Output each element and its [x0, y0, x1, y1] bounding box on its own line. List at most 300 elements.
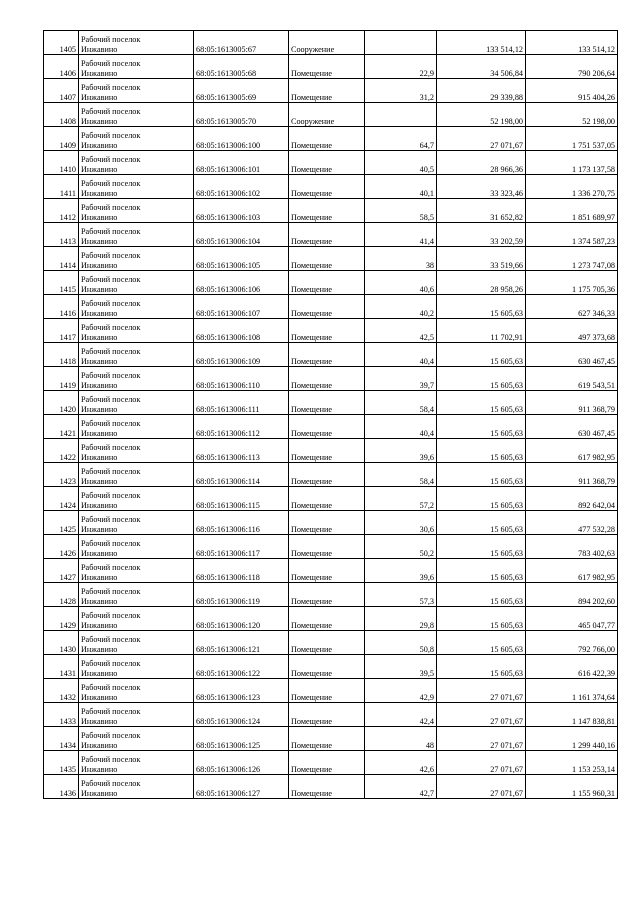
object-type: Помещение [289, 319, 365, 343]
cadastral-value: 911 368,79 [526, 391, 618, 415]
cadastral-value: 911 368,79 [526, 463, 618, 487]
settlement-name: Инжавино [81, 68, 118, 78]
object-type: Помещение [289, 775, 365, 799]
row-number: 1416 [44, 295, 79, 319]
cadastral-number: 68:05:1613006:105 [194, 247, 289, 271]
row-number: 1423 [44, 463, 79, 487]
area-value: 42,9 [365, 679, 437, 703]
settlement-name: Инжавино [81, 140, 118, 150]
settlement-name: Инжавино [81, 404, 118, 414]
area-value: 58,4 [365, 463, 437, 487]
object-type: Сооружение [289, 103, 365, 127]
area-value: 39,7 [365, 367, 437, 391]
object-type: Помещение [289, 751, 365, 775]
specific-value: 15 605,63 [437, 367, 526, 391]
table-row [44, 223, 618, 247]
cadastral-value: 497 373,68 [526, 319, 618, 343]
area-value: 40,5 [365, 151, 437, 175]
row-number: 1434 [44, 727, 79, 751]
row-number: 1433 [44, 703, 79, 727]
location-cell [79, 151, 194, 175]
location-cell [79, 31, 194, 55]
specific-value: 15 605,63 [437, 559, 526, 583]
object-type: Помещение [289, 79, 365, 103]
object-type: Помещение [289, 151, 365, 175]
location-cell [79, 631, 194, 655]
row-number: 1431 [44, 655, 79, 679]
object-type: Помещение [289, 415, 365, 439]
cadastral-number: 68:05:1613006:122 [194, 655, 289, 679]
cadastral-value: 1 374 587,23 [526, 223, 618, 247]
object-type: Помещение [289, 631, 365, 655]
cadastral-number: 68:05:1613005:68 [194, 55, 289, 79]
object-type: Помещение [289, 559, 365, 583]
settlement-type: Рабочий поселок [81, 707, 141, 716]
specific-value: 27 071,67 [437, 727, 526, 751]
location-cell [79, 655, 194, 679]
area-value: 41,4 [365, 223, 437, 247]
object-type: Помещение [289, 343, 365, 367]
location-cell [79, 343, 194, 367]
row-number: 1415 [44, 271, 79, 295]
cadastral-value: 892 642,04 [526, 487, 618, 511]
settlement-type: Рабочий поселок [81, 323, 141, 332]
cadastral-value: 1 299 440,16 [526, 727, 618, 751]
cadastral-number: 68:05:1613006:114 [194, 463, 289, 487]
location-cell [79, 511, 194, 535]
object-type: Помещение [289, 175, 365, 199]
area-value: 30,6 [365, 511, 437, 535]
table-row [44, 655, 618, 679]
area-value: 39,6 [365, 559, 437, 583]
settlement-type: Рабочий поселок [81, 563, 141, 572]
location-cell [79, 559, 194, 583]
row-number: 1428 [44, 583, 79, 607]
location-cell [79, 223, 194, 247]
location-cell [79, 103, 194, 127]
table-row [44, 247, 618, 271]
row-number: 1425 [44, 511, 79, 535]
table-row [44, 127, 618, 151]
settlement-type: Рабочий поселок [81, 275, 141, 284]
object-type: Помещение [289, 367, 365, 391]
table-row [44, 583, 618, 607]
cadastral-value: 783 402,63 [526, 535, 618, 559]
location-cell [79, 535, 194, 559]
area-value: 58,5 [365, 199, 437, 223]
settlement-name: Инжавино [81, 548, 118, 558]
row-number: 1406 [44, 55, 79, 79]
cadastral-number: 68:05:1613006:124 [194, 703, 289, 727]
settlement-type: Рабочий поселок [81, 731, 141, 740]
cadastral-number: 68:05:1613006:117 [194, 535, 289, 559]
cadastral-number: 68:05:1613005:69 [194, 79, 289, 103]
object-type: Помещение [289, 391, 365, 415]
location-cell [79, 679, 194, 703]
cadastral-value: 1 175 705,36 [526, 271, 618, 295]
row-number: 1427 [44, 559, 79, 583]
settlement-name: Инжавино [81, 500, 118, 510]
settlement-name: Инжавино [81, 716, 118, 726]
location-cell [79, 295, 194, 319]
row-number: 1407 [44, 79, 79, 103]
specific-value: 15 605,63 [437, 295, 526, 319]
cadastral-number: 68:05:1613006:116 [194, 511, 289, 535]
cadastral-value: 133 514,12 [526, 31, 618, 55]
row-number: 1429 [44, 607, 79, 631]
cadastral-value: 465 047,77 [526, 607, 618, 631]
settlement-type: Рабочий поселок [81, 515, 141, 524]
settlement-type: Рабочий поселок [81, 107, 141, 116]
settlement-name: Инжавино [81, 428, 118, 438]
settlement-type: Рабочий поселок [81, 779, 141, 788]
object-type: Помещение [289, 247, 365, 271]
settlement-type: Рабочий поселок [81, 347, 141, 356]
settlement-name: Инжавино [81, 572, 118, 582]
cadastral-number: 68:05:1613006:118 [194, 559, 289, 583]
settlement-type: Рабочий поселок [81, 299, 141, 308]
specific-value: 15 605,63 [437, 391, 526, 415]
table-row [44, 751, 618, 775]
row-number: 1419 [44, 367, 79, 391]
settlement-type: Рабочий поселок [81, 131, 141, 140]
settlement-name: Инжавино [81, 620, 118, 630]
row-number: 1432 [44, 679, 79, 703]
location-cell [79, 775, 194, 799]
cadastral-value: 915 404,26 [526, 79, 618, 103]
object-type: Помещение [289, 295, 365, 319]
specific-value: 15 605,63 [437, 535, 526, 559]
object-type: Помещение [289, 439, 365, 463]
table-row [44, 703, 618, 727]
row-number: 1435 [44, 751, 79, 775]
cadastral-value: 1 751 537,05 [526, 127, 618, 151]
table-row [44, 367, 618, 391]
row-number: 1430 [44, 631, 79, 655]
cadastral-value: 619 543,51 [526, 367, 618, 391]
area-value: 50,2 [365, 535, 437, 559]
settlement-type: Рабочий поселок [81, 587, 141, 596]
location-cell [79, 463, 194, 487]
specific-value: 27 071,67 [437, 679, 526, 703]
cadastral-number: 68:05:1613006:123 [194, 679, 289, 703]
settlement-name: Инжавино [81, 116, 118, 126]
area-value: 29,8 [365, 607, 437, 631]
specific-value: 33 202,59 [437, 223, 526, 247]
location-cell [79, 439, 194, 463]
cadastral-number: 68:05:1613006:101 [194, 151, 289, 175]
object-type: Помещение [289, 583, 365, 607]
table-row [44, 439, 618, 463]
cadastral-number: 68:05:1613006:111 [194, 391, 289, 415]
row-number: 1410 [44, 151, 79, 175]
settlement-name: Инжавино [81, 476, 118, 486]
row-number: 1412 [44, 199, 79, 223]
table-row [44, 727, 618, 751]
object-type: Помещение [289, 463, 365, 487]
settlement-name: Инжавино [81, 764, 118, 774]
location-cell [79, 391, 194, 415]
settlement-name: Инжавино [81, 164, 118, 174]
cadastral-number: 68:05:1613006:121 [194, 631, 289, 655]
cadastral-number: 68:05:1613006:100 [194, 127, 289, 151]
row-number: 1414 [44, 247, 79, 271]
settlement-name: Инжавино [81, 356, 118, 366]
area-value: 42,7 [365, 775, 437, 799]
row-number: 1411 [44, 175, 79, 199]
cadastral-value: 630 467,45 [526, 343, 618, 367]
area-value: 50,8 [365, 631, 437, 655]
specific-value: 15 605,63 [437, 631, 526, 655]
settlement-type: Рабочий поселок [81, 179, 141, 188]
table-row [44, 463, 618, 487]
cadastral-number: 68:05:1613006:113 [194, 439, 289, 463]
area-value [365, 31, 437, 55]
object-type: Помещение [289, 199, 365, 223]
specific-value: 15 605,63 [437, 511, 526, 535]
cadastral-number: 68:05:1613006:127 [194, 775, 289, 799]
settlement-name: Инжавино [81, 668, 118, 678]
specific-value: 31 652,82 [437, 199, 526, 223]
cadastral-value: 790 206,64 [526, 55, 618, 79]
table-row [44, 631, 618, 655]
settlement-type: Рабочий поселок [81, 443, 141, 452]
location-cell [79, 415, 194, 439]
cadastral-value: 617 982,95 [526, 439, 618, 463]
cadastral-value: 627 346,33 [526, 295, 618, 319]
cadastral-number: 68:05:1613006:108 [194, 319, 289, 343]
table-row [44, 103, 618, 127]
settlement-type: Рабочий поселок [81, 203, 141, 212]
specific-value: 28 966,36 [437, 151, 526, 175]
row-number: 1418 [44, 343, 79, 367]
row-number: 1417 [44, 319, 79, 343]
settlement-name: Инжавино [81, 236, 118, 246]
cadastral-value: 1 153 253,14 [526, 751, 618, 775]
area-value: 31,2 [365, 79, 437, 103]
location-cell [79, 607, 194, 631]
row-number: 1413 [44, 223, 79, 247]
specific-value: 11 702,91 [437, 319, 526, 343]
settlement-type: Рабочий поселок [81, 467, 141, 476]
settlement-type: Рабочий поселок [81, 755, 141, 764]
table-row [44, 295, 618, 319]
specific-value: 15 605,63 [437, 607, 526, 631]
settlement-type: Рабочий поселок [81, 683, 141, 692]
table-row [44, 151, 618, 175]
table-row [44, 319, 618, 343]
specific-value: 15 605,63 [437, 343, 526, 367]
table-row [44, 511, 618, 535]
settlement-type: Рабочий поселок [81, 155, 141, 164]
specific-value: 52 198,00 [437, 103, 526, 127]
area-value: 42,6 [365, 751, 437, 775]
table-row [44, 391, 618, 415]
table-row [44, 415, 618, 439]
location-cell [79, 367, 194, 391]
table-row [44, 175, 618, 199]
cadastral-number: 68:05:1613006:125 [194, 727, 289, 751]
area-value: 57,2 [365, 487, 437, 511]
area-value: 64,7 [365, 127, 437, 151]
settlement-type: Рабочий поселок [81, 491, 141, 500]
specific-value: 29 339,88 [437, 79, 526, 103]
settlement-type: Рабочий поселок [81, 227, 141, 236]
location-cell [79, 247, 194, 271]
row-number: 1422 [44, 439, 79, 463]
cadastral-value: 52 198,00 [526, 103, 618, 127]
settlement-type: Рабочий поселок [81, 59, 141, 68]
cadastral-number: 68:05:1613005:70 [194, 103, 289, 127]
object-type: Помещение [289, 223, 365, 247]
row-number: 1420 [44, 391, 79, 415]
cadastral-value: 1 155 960,31 [526, 775, 618, 799]
cadastral-number: 68:05:1613006:126 [194, 751, 289, 775]
area-value: 42,5 [365, 319, 437, 343]
cadastral-number: 68:05:1613006:109 [194, 343, 289, 367]
row-number: 1436 [44, 775, 79, 799]
table-row [44, 559, 618, 583]
area-value: 22,9 [365, 55, 437, 79]
specific-value: 34 506,84 [437, 55, 526, 79]
cadastral-value: 1 851 689,97 [526, 199, 618, 223]
location-cell [79, 727, 194, 751]
settlement-name: Инжавино [81, 188, 118, 198]
cadastral-number: 68:05:1613006:102 [194, 175, 289, 199]
object-type: Помещение [289, 655, 365, 679]
settlement-type: Рабочий поселок [81, 635, 141, 644]
object-type: Помещение [289, 127, 365, 151]
location-cell [79, 271, 194, 295]
object-type: Помещение [289, 487, 365, 511]
area-value: 39,6 [365, 439, 437, 463]
table-row [44, 535, 618, 559]
settlement-type: Рабочий поселок [81, 611, 141, 620]
row-number: 1405 [44, 31, 79, 55]
cadastral-number: 68:05:1613006:107 [194, 295, 289, 319]
area-value: 40,1 [365, 175, 437, 199]
cadastral-value: 630 467,45 [526, 415, 618, 439]
table-row [44, 343, 618, 367]
cadastral-number: 68:05:1613005:67 [194, 31, 289, 55]
area-value: 40,4 [365, 415, 437, 439]
cadastral-number: 68:05:1613006:104 [194, 223, 289, 247]
cadastral-value: 616 422,39 [526, 655, 618, 679]
settlement-name: Инжавино [81, 788, 118, 798]
table-row [44, 607, 618, 631]
area-value: 40,4 [365, 343, 437, 367]
cadastral-value: 1 173 137,58 [526, 151, 618, 175]
object-type: Помещение [289, 55, 365, 79]
settlement-name: Инжавино [81, 692, 118, 702]
specific-value: 27 071,67 [437, 703, 526, 727]
object-type: Помещение [289, 727, 365, 751]
object-type: Помещение [289, 535, 365, 559]
cadastral-number: 68:05:1613006:120 [194, 607, 289, 631]
specific-value: 15 605,63 [437, 655, 526, 679]
specific-value: 133 514,12 [437, 31, 526, 55]
cadastral-number: 68:05:1613006:112 [194, 415, 289, 439]
settlement-name: Инжавино [81, 332, 118, 342]
table-row [44, 271, 618, 295]
row-number: 1409 [44, 127, 79, 151]
table-row [44, 679, 618, 703]
table-row [44, 487, 618, 511]
settlement-type: Рабочий поселок [81, 83, 141, 92]
table-row [44, 775, 618, 799]
area-value: 38 [365, 247, 437, 271]
settlement-type: Рабочий поселок [81, 539, 141, 548]
location-cell [79, 487, 194, 511]
row-number: 1424 [44, 487, 79, 511]
table-row [44, 79, 618, 103]
specific-value: 15 605,63 [437, 487, 526, 511]
settlement-name: Инжавино [81, 308, 118, 318]
location-cell [79, 751, 194, 775]
specific-value: 27 071,67 [437, 775, 526, 799]
specific-value: 33 519,66 [437, 247, 526, 271]
settlement-type: Рабочий поселок [81, 35, 141, 44]
cadastral-value: 1 161 374,64 [526, 679, 618, 703]
row-number: 1421 [44, 415, 79, 439]
object-type: Помещение [289, 703, 365, 727]
area-value: 48 [365, 727, 437, 751]
settlement-type: Рабочий поселок [81, 419, 141, 428]
cadastral-value: 477 532,28 [526, 511, 618, 535]
area-value [365, 103, 437, 127]
table-row [44, 55, 618, 79]
location-cell [79, 199, 194, 223]
specific-value: 15 605,63 [437, 583, 526, 607]
area-value: 42,4 [365, 703, 437, 727]
specific-value: 15 605,63 [437, 415, 526, 439]
object-type: Помещение [289, 679, 365, 703]
settlement-type: Рабочий поселок [81, 251, 141, 260]
cadastral-number: 68:05:1613006:103 [194, 199, 289, 223]
settlement-type: Рабочий поселок [81, 395, 141, 404]
settlement-name: Инжавино [81, 596, 118, 606]
table-row [44, 31, 618, 55]
settlement-name: Инжавино [81, 44, 118, 54]
object-type: Помещение [289, 511, 365, 535]
location-cell [79, 703, 194, 727]
cadastral-value: 1 273 747,08 [526, 247, 618, 271]
object-type: Сооружение [289, 31, 365, 55]
object-type: Помещение [289, 607, 365, 631]
cadastral-value-table [43, 30, 618, 799]
settlement-name: Инжавино [81, 260, 118, 270]
settlement-name: Инжавино [81, 740, 118, 750]
area-value: 40,2 [365, 295, 437, 319]
settlement-name: Инжавино [81, 212, 118, 222]
area-value: 58,4 [365, 391, 437, 415]
location-cell [79, 175, 194, 199]
cadastral-value: 1 147 838,81 [526, 703, 618, 727]
table-row [44, 199, 618, 223]
cadastral-number: 68:05:1613006:106 [194, 271, 289, 295]
location-cell [79, 583, 194, 607]
settlement-name: Инжавино [81, 524, 118, 534]
table-body [44, 31, 618, 799]
specific-value: 33 323,46 [437, 175, 526, 199]
settlement-name: Инжавино [81, 380, 118, 390]
area-value: 40,6 [365, 271, 437, 295]
specific-value: 28 958,26 [437, 271, 526, 295]
settlement-name: Инжавино [81, 92, 118, 102]
settlement-name: Инжавино [81, 452, 118, 462]
specific-value: 27 071,67 [437, 127, 526, 151]
settlement-type: Рабочий поселок [81, 371, 141, 380]
